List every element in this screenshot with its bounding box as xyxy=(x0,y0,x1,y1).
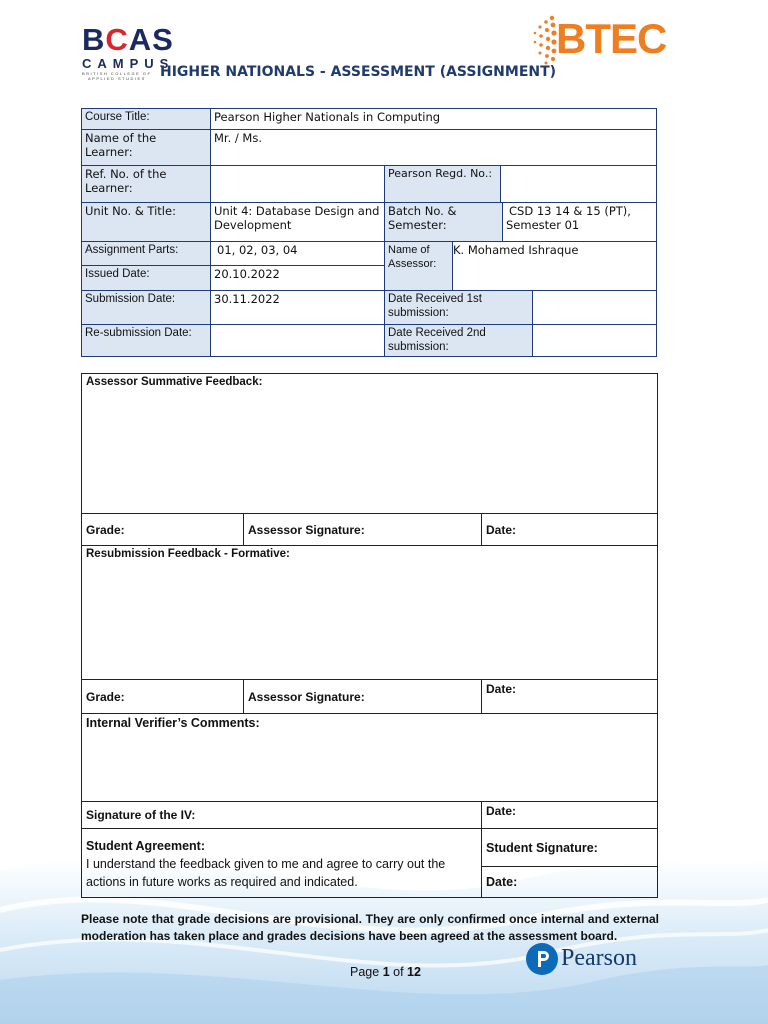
btec-logo xyxy=(526,14,688,66)
btec-dots-icon xyxy=(526,14,560,66)
date3-label: Date: xyxy=(486,804,517,818)
ref-no-value xyxy=(210,165,385,203)
assessor-signature2-cell xyxy=(243,679,482,714)
assessor-signature2-label: Assessor Signature: xyxy=(248,690,365,704)
resubmission-date-label: Re-submission Date: xyxy=(81,324,211,357)
iv-comments-box xyxy=(81,713,658,802)
page-of: of xyxy=(393,965,404,979)
page-total: 12 xyxy=(407,965,421,979)
received-2nd-value xyxy=(532,324,657,357)
bcas-tagline-1: BRITISH COLLEGE OF xyxy=(82,71,152,76)
page-prefix: Page xyxy=(350,965,380,979)
resubmission-feedback-box xyxy=(81,545,658,680)
learner-name-value: Mr. / Ms. xyxy=(210,129,657,166)
assessor-value: K. Mohamed Ishraque xyxy=(452,241,657,291)
date-label: Date: xyxy=(486,523,517,537)
assignment-parts-value: 01, 02, 03, 04 xyxy=(210,241,385,266)
resubmission-date-value xyxy=(210,324,385,357)
summative-feedback-label: Assessor Summative Feedback: xyxy=(86,376,263,388)
batch-value xyxy=(502,202,657,242)
issued-date-label: Issued Date: xyxy=(81,265,211,291)
date4-cell xyxy=(481,866,658,898)
resubmission-feedback-label: Resubmission Feedback - Formative: xyxy=(86,548,290,560)
btec-logo-text: BTEC xyxy=(556,15,667,62)
assessor-signature-cell xyxy=(243,513,482,546)
batch-value-line2: Semester 01 xyxy=(506,218,580,232)
student-agreement-box xyxy=(81,828,482,898)
student-agreement-title: Student Agreement: xyxy=(86,839,205,853)
grade2-label: Grade: xyxy=(86,690,125,704)
student-agreement-text: I understand the feedback given to me and agree to carry out the actions in future works as required and indicated. xyxy=(86,857,446,889)
submission-date-value: 30.11.2022 xyxy=(210,290,385,325)
page-current: 1 xyxy=(382,965,390,979)
pearson-p-icon xyxy=(525,942,559,976)
iv-comments-label: Internal Verifier’s Comments: xyxy=(86,716,260,730)
learner-name-label: Name of the Learner: xyxy=(81,129,211,166)
batch-label: Batch No. & Semester: xyxy=(384,202,503,242)
grade-cell xyxy=(81,513,244,546)
pearson-logo xyxy=(525,942,650,978)
assignment-parts-label: Assignment Parts: xyxy=(81,241,211,266)
grade-label: Grade: xyxy=(86,523,125,537)
date4-label: Date: xyxy=(486,875,518,889)
pearson-logo-text: Pearson xyxy=(561,945,637,971)
course-title-value: Pearson Higher Nationals in Computing xyxy=(210,108,657,130)
date3-cell xyxy=(481,801,658,829)
submission-date-label: Submission Date: xyxy=(81,290,211,325)
iv-signature-label: Signature of the IV: xyxy=(86,808,196,822)
summative-feedback-box xyxy=(81,373,658,514)
pearson-regd-label: Pearson Regd. No.: xyxy=(384,165,501,203)
bcas-tagline-2: APPLIED STUDIES xyxy=(88,76,146,81)
received-1st-value xyxy=(532,290,657,325)
unit-label: Unit No. & Title: xyxy=(81,202,211,242)
student-signature-label: Student Signature: xyxy=(486,841,598,855)
issued-date-value: 20.10.2022 xyxy=(210,265,385,291)
bcas-logo-text: BCAS xyxy=(82,22,174,57)
pearson-regd-value xyxy=(500,165,657,203)
iv-signature-cell xyxy=(81,801,482,829)
date-cell xyxy=(481,513,658,546)
page-title: HIGHER NATIONALS - ASSESSMENT (ASSIGNMENT) xyxy=(160,64,557,80)
ref-no-label: Ref. No. of the Learner: xyxy=(81,165,211,203)
batch-value-line1: CSD 13 14 & 15 (PT), xyxy=(509,204,631,218)
assessor-signature-label: Assessor Signature: xyxy=(248,523,365,537)
unit-value: Unit 4: Database Design and Development xyxy=(210,202,385,242)
grade2-cell xyxy=(81,679,244,714)
received-2nd-label: Date Received 2nd submission: xyxy=(384,324,533,357)
page-number xyxy=(350,965,421,979)
student-signature-cell xyxy=(481,828,658,867)
course-title-label: Course Title: xyxy=(81,108,211,130)
provisional-grade-note: Please note that grade decisions are provisional. They are only confirmed once internal and external moderation has taken place and grades decisions have been agreed at the assessment board. xyxy=(81,912,659,943)
date2-cell xyxy=(481,679,658,714)
assessor-label: Name of Assessor: xyxy=(384,241,453,291)
campus-logo-text: CAMPUS xyxy=(82,56,175,71)
date2-label: Date: xyxy=(486,682,517,696)
received-1st-label: Date Received 1st submission: xyxy=(384,290,533,325)
